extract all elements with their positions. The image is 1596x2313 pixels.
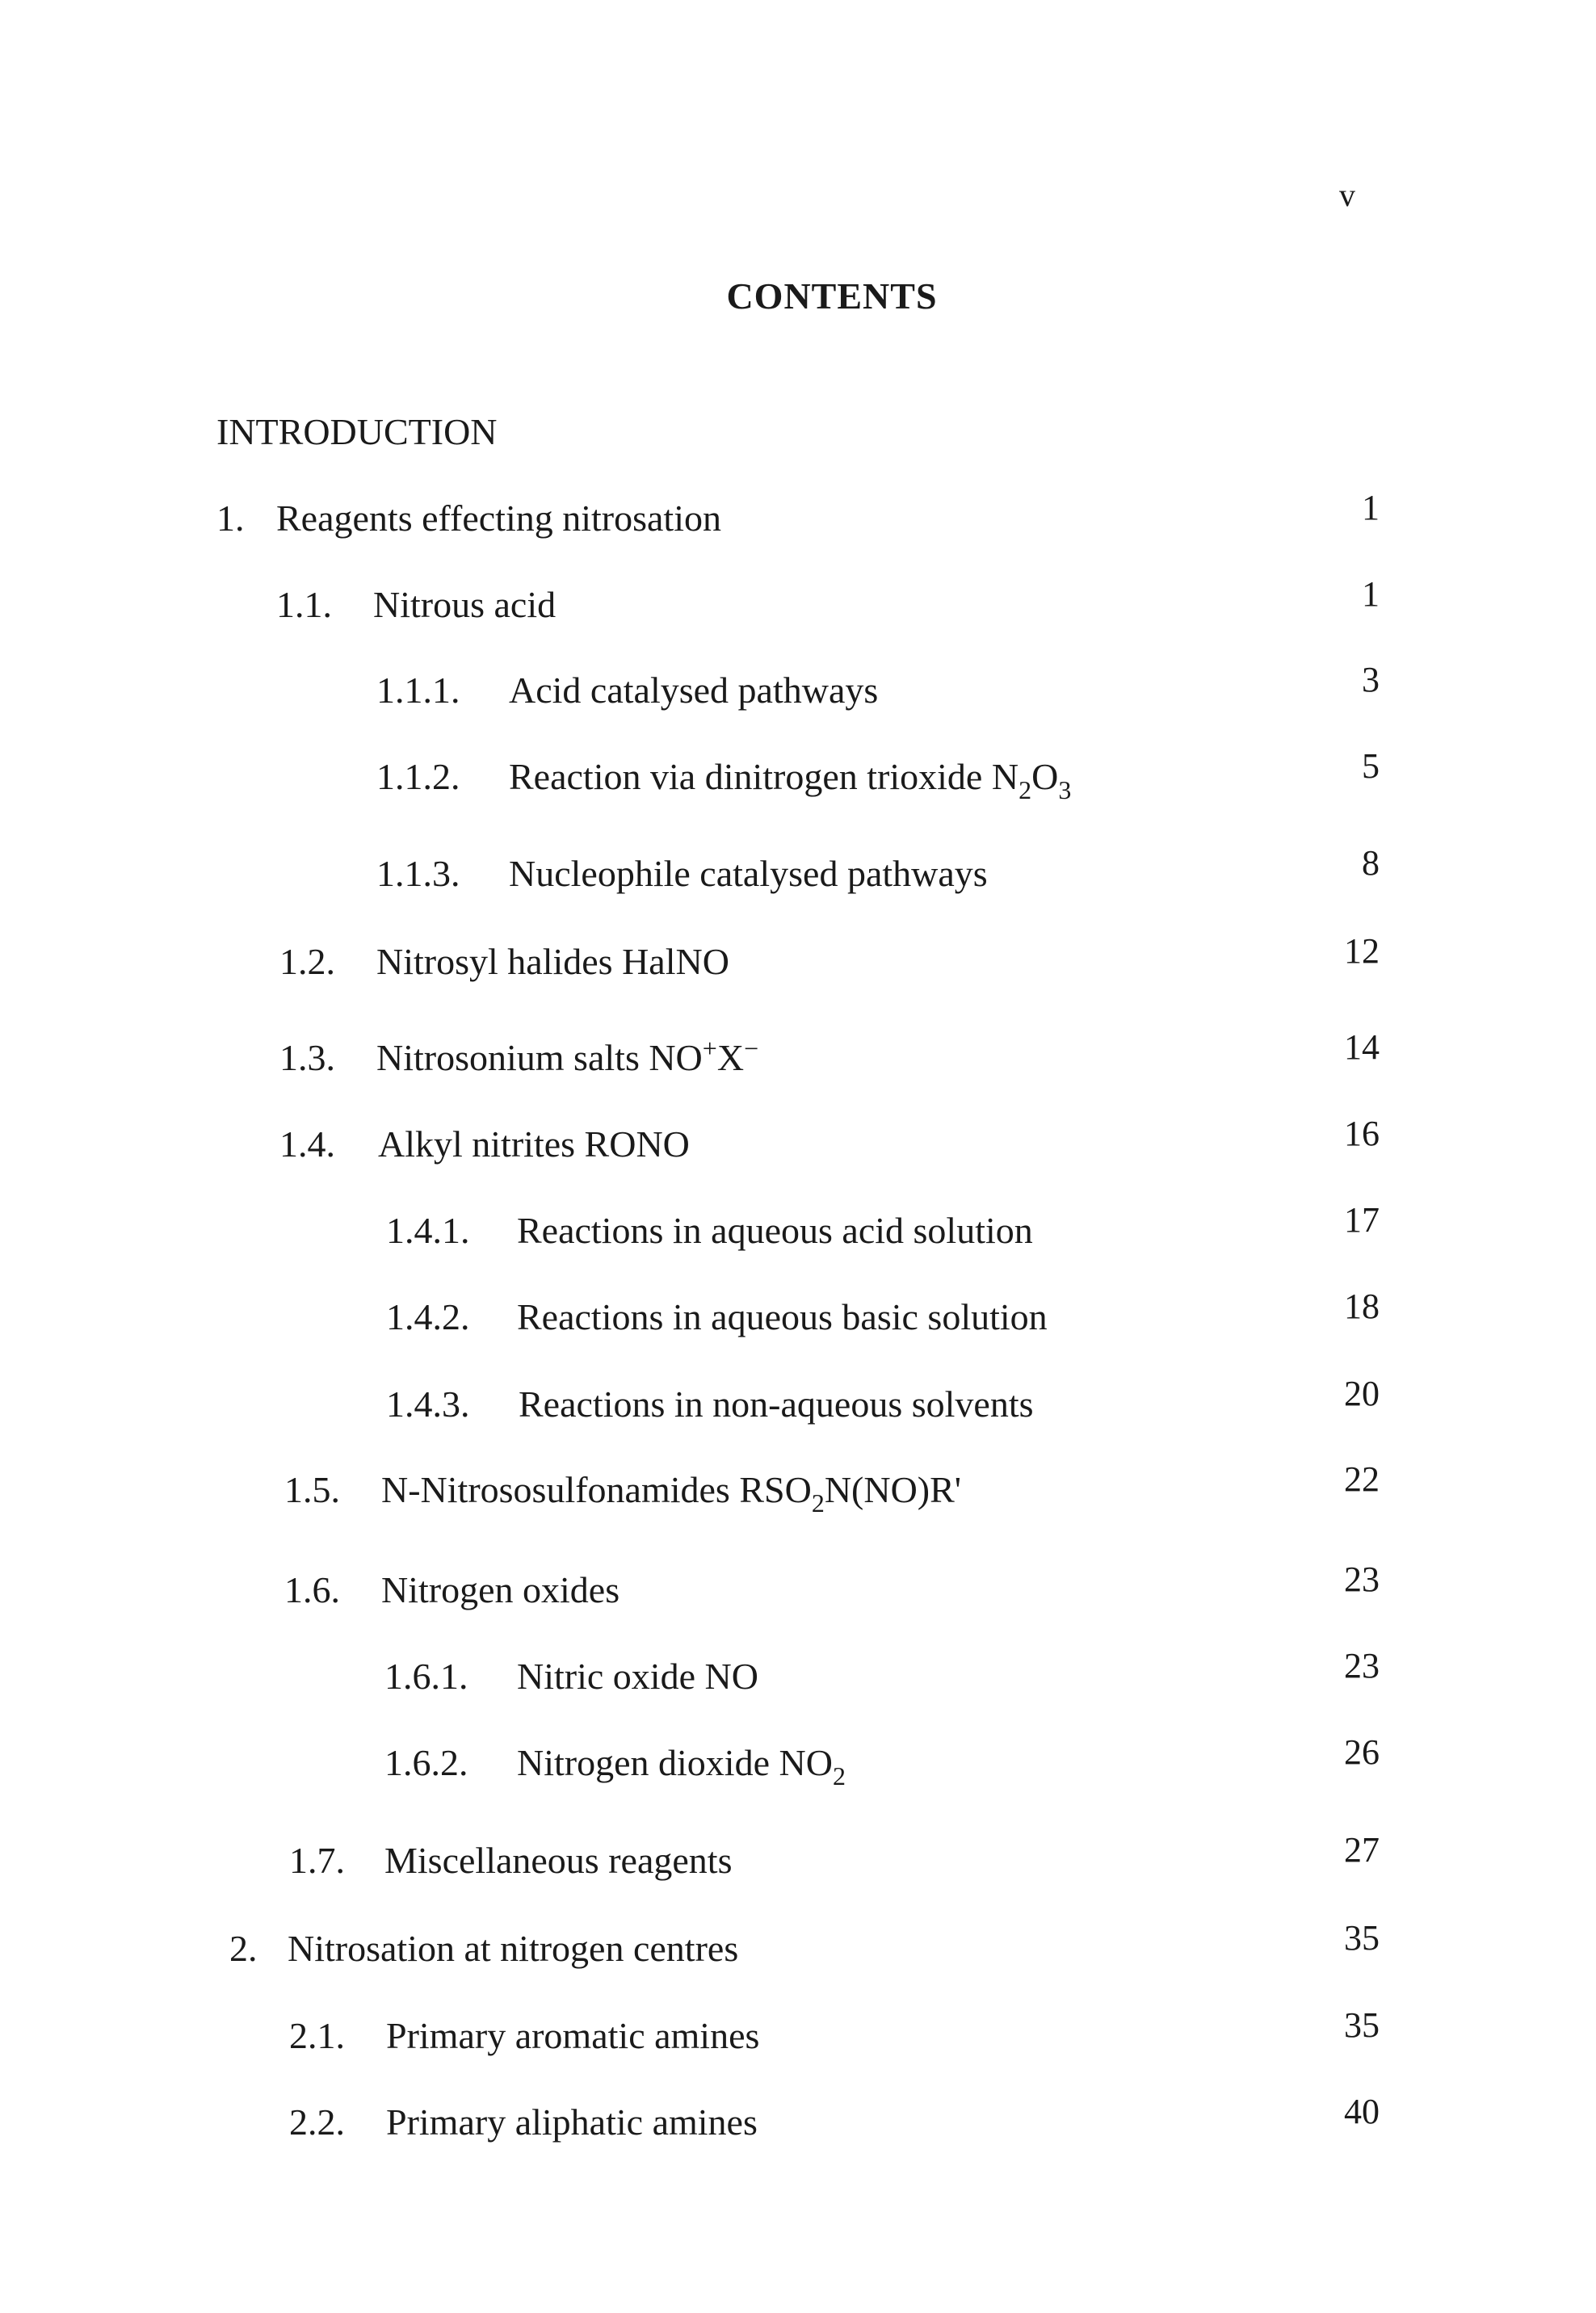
- toc-entry: [0, 1374, 1596, 1439]
- toc-number: 1.4.3.: [386, 1383, 470, 1425]
- toc-text: Primary aromatic amines: [386, 2015, 760, 2056]
- toc-text: Nitrosation at nitrogen centres: [288, 1928, 739, 1969]
- page-number: v: [1339, 177, 1355, 213]
- toc-page: 18: [1344, 1287, 1380, 1326]
- toc-number: 1.4.2.: [386, 1296, 470, 1337]
- toc-text: Nitrosyl halides HalNO: [376, 941, 729, 982]
- toc-page: 5: [1362, 746, 1380, 786]
- toc-page: 22: [1344, 1459, 1380, 1499]
- toc-page: 35: [1344, 1918, 1380, 1958]
- toc-entry: [0, 1559, 1596, 1625]
- formula-part: N(NO)R': [824, 1469, 962, 1510]
- toc-text: [381, 1468, 962, 1518]
- toc-text: [517, 1741, 846, 1790]
- toc-number: 1.1.1.: [376, 670, 460, 711]
- toc-page: 26: [1344, 1732, 1380, 1772]
- toc-entry: [0, 1200, 1596, 1266]
- toc-text: Primary aliphatic amines: [386, 2101, 758, 2143]
- toc-page: 12: [1344, 931, 1380, 971]
- toc-text: Alkyl nitrites RONO: [378, 1123, 690, 1165]
- toc-number: 1.6.2.: [384, 1742, 468, 1783]
- toc-number: 1.4.: [279, 1123, 335, 1165]
- toc-entry: [0, 660, 1596, 725]
- toc-text: Nitrogen oxides: [381, 1569, 620, 1610]
- toc-entry: [0, 746, 1596, 812]
- formula-subscript: 2: [1018, 775, 1032, 804]
- toc-text: Nucleophile catalysed pathways: [509, 853, 988, 894]
- toc-number: 1.3.: [279, 1037, 335, 1078]
- toc-text: Reagents effecting nitrosation: [276, 497, 721, 539]
- toc-number: 1.1.: [276, 584, 332, 625]
- formula-part: X: [716, 1037, 745, 1078]
- toc-text: Nitrous acid: [373, 584, 556, 625]
- toc-number: 2.1.: [289, 2015, 345, 2056]
- toc-number: 2.: [229, 1928, 258, 1969]
- toc-number: 1.4.1.: [386, 1210, 470, 1251]
- toc-entry: [0, 2005, 1596, 2071]
- toc-page: 14: [1344, 1027, 1380, 1067]
- toc-text: Reactions in non-aqueous solvents: [519, 1383, 1034, 1425]
- toc-text: Reactions in aqueous basic solution: [517, 1296, 1048, 1337]
- toc-text: [376, 1036, 758, 1079]
- toc-entry: [0, 574, 1596, 640]
- toc-text: Acid catalysed pathways: [509, 670, 879, 711]
- toc-entry: [0, 1918, 1596, 1983]
- toc-number: 1.1.3.: [376, 853, 460, 894]
- formula-subscript: 2: [811, 1488, 825, 1518]
- toc-text-main: Reaction via dinitrogen trioxide: [509, 756, 992, 797]
- toc-entry: [0, 843, 1596, 909]
- toc-entry: [0, 1830, 1596, 1895]
- formula-superscript: −: [744, 1034, 759, 1063]
- toc-text: Miscellaneous reagents: [384, 1840, 733, 1881]
- page-title: CONTENTS: [726, 275, 938, 317]
- toc-text: Nitric oxide NO: [517, 1656, 758, 1697]
- toc-number: 1.6.: [284, 1569, 340, 1610]
- toc-number: 2.2.: [289, 2101, 345, 2143]
- introduction-heading: INTRODUCTION: [216, 411, 498, 452]
- toc-text: [509, 755, 1072, 804]
- toc-text-main: N-Nitrososulfonamides RSO: [381, 1469, 812, 1510]
- formula-subscript: 3: [1058, 775, 1072, 804]
- toc-page: 8: [1362, 843, 1380, 883]
- toc-entry: [0, 488, 1596, 553]
- toc-page: 35: [1344, 2005, 1380, 2045]
- toc-entry: [0, 931, 1596, 997]
- toc-entry: [0, 2092, 1596, 2157]
- toc-number: 1.: [216, 497, 245, 539]
- formula-part: O: [1031, 756, 1059, 797]
- toc-entry: [0, 1732, 1596, 1798]
- toc-page: 27: [1344, 1830, 1380, 1870]
- toc-entry: [0, 1114, 1596, 1179]
- formula-superscript: +: [702, 1034, 717, 1063]
- toc-entry: [0, 1027, 1596, 1093]
- toc-text-main: Nitrogen dioxide NO: [517, 1742, 833, 1783]
- toc-page: 17: [1344, 1200, 1380, 1240]
- formula-part: N: [991, 756, 1019, 797]
- toc-page: 20: [1344, 1374, 1380, 1413]
- toc-page: 3: [1362, 660, 1380, 699]
- toc-number: 1.1.2.: [376, 756, 460, 797]
- toc-number: 1.5.: [284, 1469, 340, 1510]
- toc-page: 23: [1344, 1646, 1380, 1685]
- toc-page: 1: [1362, 574, 1380, 614]
- toc-entry: [0, 1287, 1596, 1352]
- toc-page: 23: [1344, 1559, 1380, 1599]
- toc-number: 1.6.1.: [384, 1656, 468, 1697]
- formula-subscript: 2: [832, 1761, 846, 1790]
- toc-entry: [0, 1459, 1596, 1525]
- toc-text-main: Nitrosonium salts NO: [376, 1037, 703, 1078]
- toc-page: 16: [1344, 1114, 1380, 1153]
- toc-text: Reactions in aqueous acid solution: [517, 1210, 1033, 1251]
- toc-number: 1.2.: [279, 941, 335, 982]
- toc-page: 40: [1344, 2092, 1380, 2131]
- toc-number: 1.7.: [289, 1840, 345, 1881]
- toc-page: 1: [1362, 488, 1380, 527]
- toc-entry: [0, 1646, 1596, 1711]
